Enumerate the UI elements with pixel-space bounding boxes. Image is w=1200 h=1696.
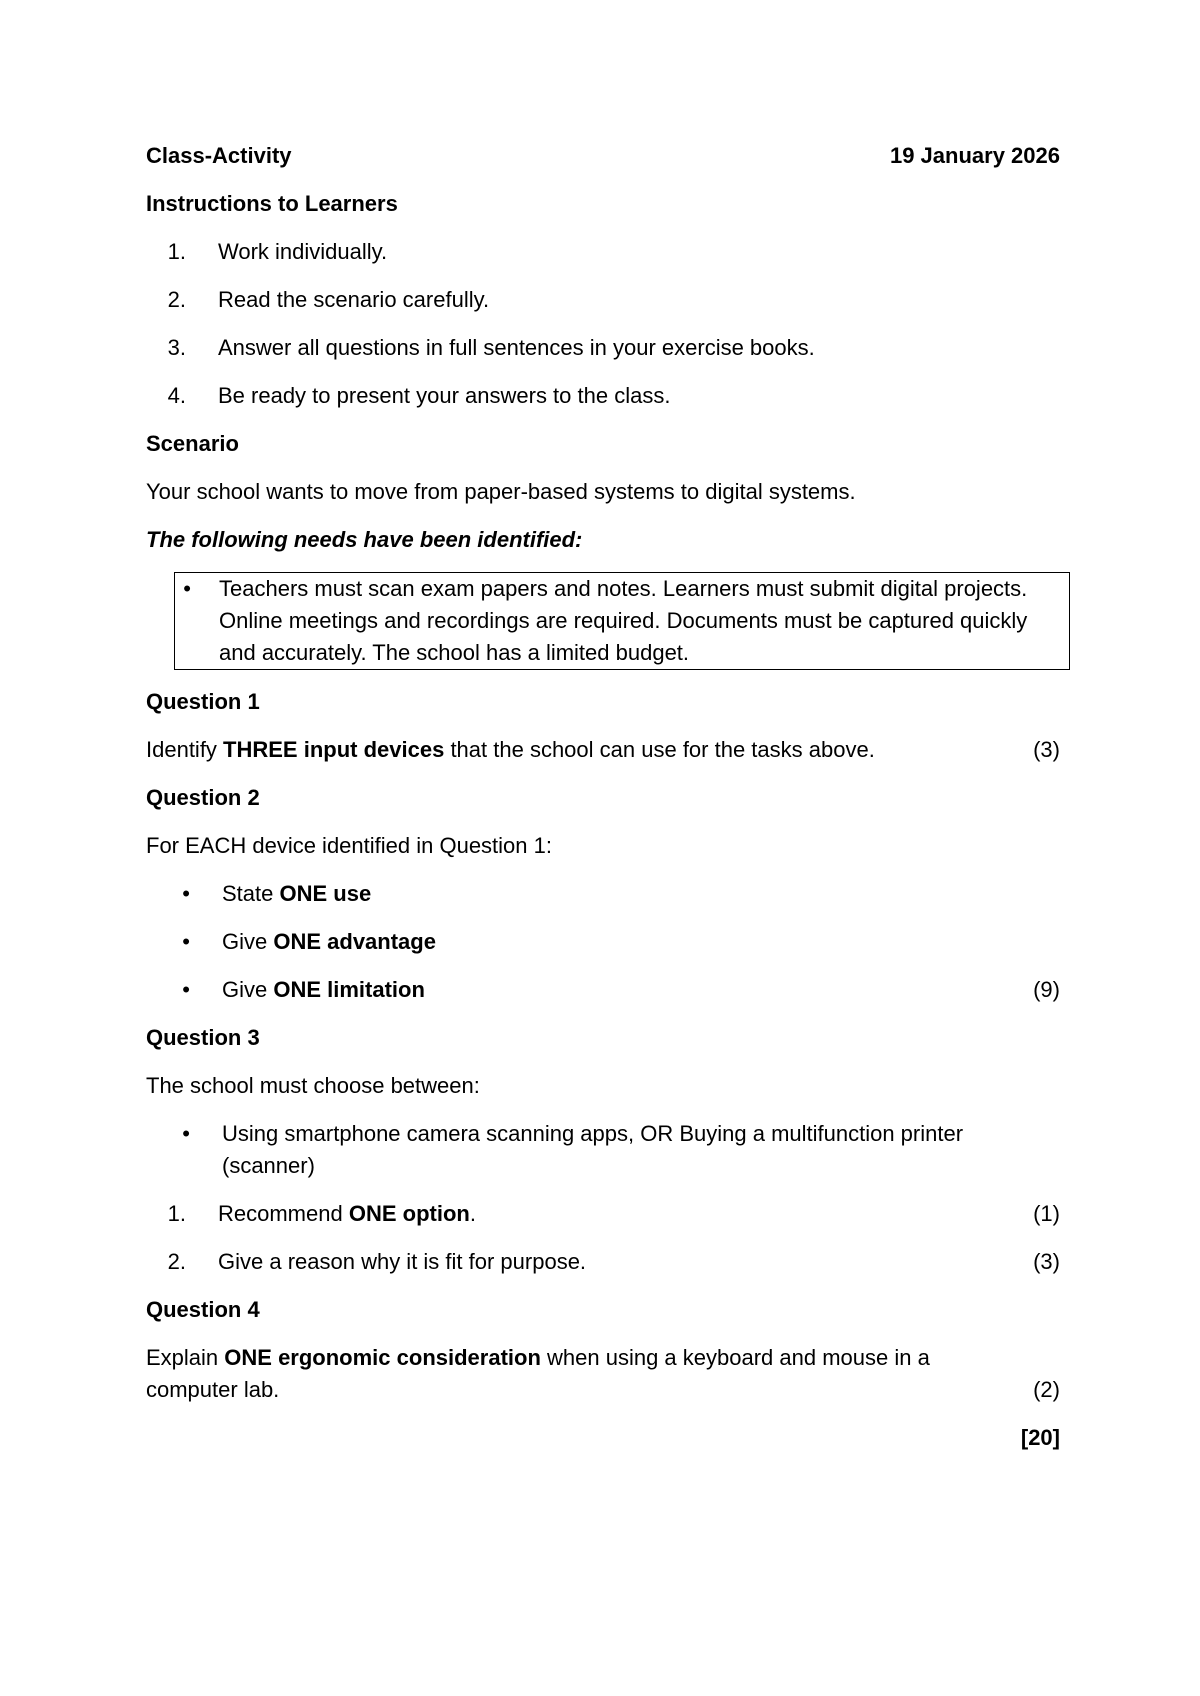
question-4-heading: Question 4 — [146, 1297, 260, 1322]
bullet-icon: • — [182, 881, 190, 906]
activity-title: Class-Activity — [146, 143, 292, 168]
instructions-heading: Instructions to Learners — [146, 191, 398, 216]
instruction-item: 1. Work individually. — [167, 239, 388, 264]
bullet-icon: • — [182, 929, 190, 954]
list-item: 2. Give a reason why it is fit for purpose. (3) — [146, 1246, 1060, 1278]
list-item: 1. Recommend ONE option. (1) — [146, 1198, 1060, 1230]
question-2-intro: For EACH device identified in Question 1: — [146, 833, 552, 858]
question-3-intro: The school must choose between: — [146, 1073, 480, 1098]
question-1-text: Identify THREE input devices that the school can use for the tasks above. (3) — [146, 734, 1060, 766]
question-3-heading: Question 3 — [146, 1025, 260, 1050]
instruction-item: 2. Read the scenario carefully. — [167, 287, 490, 312]
mark: (3) — [1033, 1249, 1060, 1274]
scenario-text: Your school wants to move from paper-based systems to digital systems. — [146, 479, 856, 504]
list-item: • Give ONE limitation (9) — [146, 974, 1060, 1006]
list-item: • Give ONE advantage — [146, 926, 1060, 958]
list-item: • State ONE use — [146, 878, 1060, 910]
list-item: • Using smartphone camera scanning apps, OR Buying a multifunction printer (scanner) — [146, 1118, 1060, 1182]
instruction-item: 4. Be ready to present your answers to the class. — [167, 383, 671, 408]
needs-heading: The following needs have been identified: — [146, 527, 583, 552]
bullet-icon: • — [183, 576, 191, 601]
needs-text: Teachers must scan exam papers and notes. Learners must submit digital projects. Online meetings and recordings are required. Documents must be captured quickly and accurately. The school has a limited budget. — [219, 576, 1028, 665]
header-row — [146, 140, 1060, 172]
mark: (9) — [1033, 977, 1060, 1002]
instruction-item: 3. Answer all questions in full sentences in your exercise books. — [167, 335, 815, 360]
bullet-icon: • — [182, 977, 190, 1002]
worksheet — [146, 140, 1060, 1454]
mark: (1) — [1033, 1201, 1060, 1226]
question-1-heading: Question 1 — [146, 689, 260, 714]
question-4-text: Explain ONE ergonomic consideration when using a keyboard and mouse in a computer lab. (2) — [146, 1342, 1060, 1406]
activity-date: 19 January 2026 — [889, 143, 1060, 168]
total-marks: [20] — [1020, 1425, 1060, 1450]
scenario-heading: Scenario — [146, 431, 239, 456]
mark: (2) — [1033, 1377, 1060, 1402]
bullet-icon: • — [182, 1121, 190, 1146]
question-2-heading: Question 2 — [146, 785, 260, 810]
needs-box — [174, 572, 1070, 670]
mark: (3) — [1033, 737, 1060, 762]
